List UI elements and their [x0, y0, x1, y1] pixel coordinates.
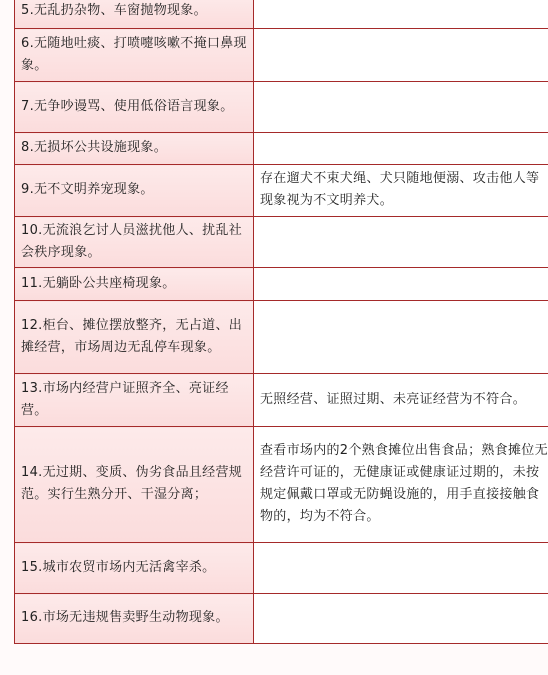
table-row — [15, 594, 548, 644]
table-row — [15, 543, 548, 594]
item-cell: 10.无流浪乞讨人员滋扰他人、扰乱社会秩序现象。 — [15, 217, 254, 268]
table-row — [15, 301, 548, 374]
note-cell — [254, 301, 548, 374]
inspection-table — [14, 0, 548, 644]
note-cell — [254, 29, 548, 82]
note-cell — [254, 268, 548, 301]
table-row — [15, 268, 548, 301]
item-cell: 5.无乱扔杂物、车窗抛物现象。 — [15, 0, 254, 29]
note-cell — [254, 543, 548, 594]
item-cell: 7.无争吵谩骂、使用低俗语言现象。 — [15, 82, 254, 133]
note-cell — [254, 0, 548, 29]
item-cell: 13.市场内经营户证照齐全、亮证经营。 — [15, 374, 254, 427]
item-cell: 6.无随地吐痰、打喷嚏咳嗽不掩口鼻现象。 — [15, 29, 254, 82]
item-cell: 8.无损坏公共设施现象。 — [15, 133, 254, 165]
note-cell — [254, 133, 548, 165]
note-cell: 存在遛犬不束犬绳、犬只随地便溺、攻击他人等现象视为不文明养犬。 — [254, 165, 548, 217]
item-cell: 15.城市农贸市场内无活禽宰杀。 — [15, 543, 254, 594]
item-cell: 12.柜台、摊位摆放整齐，无占道、出摊经营，市场周边无乱停车现象。 — [15, 301, 254, 374]
table-row — [15, 427, 548, 543]
item-cell: 9.无不文明养宠现象。 — [15, 165, 254, 217]
item-cell: 16.市场无违规售卖野生动物现象。 — [15, 594, 254, 644]
table-row — [15, 29, 548, 82]
note-cell: 无照经营、证照过期、未亮证经营为不符合。 — [254, 374, 548, 427]
table-row — [15, 0, 548, 29]
note-cell — [254, 217, 548, 268]
table-row — [15, 374, 548, 427]
note-cell: 查看市场内的2个熟食摊位出售食品；熟食摊位无经营许可证的，无健康证或健康证过期的，未按规定佩戴口罩或无防蝇设施的，用手直接接触食物的，均为不符合。 — [254, 427, 548, 543]
item-cell: 14.无过期、变质、伪劣食品且经营规范。实行生熟分开、干湿分离； — [15, 427, 254, 543]
item-cell: 11.无躺卧公共座椅现象。 — [15, 268, 254, 301]
table-row — [15, 82, 548, 133]
table-row — [15, 133, 548, 165]
table-row — [15, 217, 548, 268]
table-row — [15, 165, 548, 217]
note-cell — [254, 594, 548, 644]
note-cell — [254, 82, 548, 133]
